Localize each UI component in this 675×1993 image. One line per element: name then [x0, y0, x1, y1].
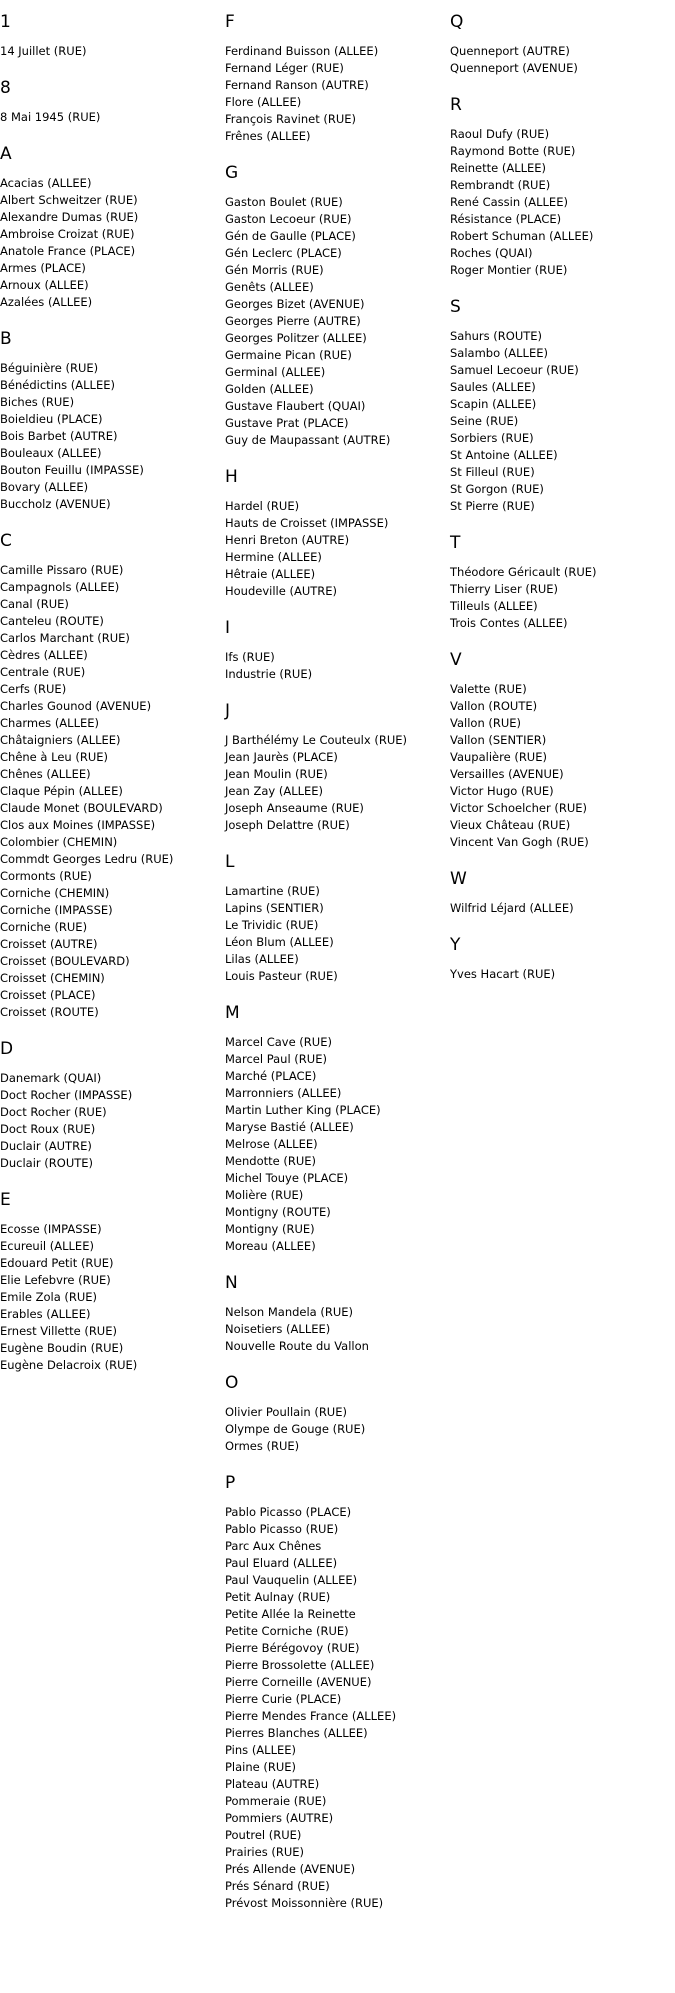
street-link[interactable]: Hermine (ALLEE)	[225, 550, 322, 564]
letter-heading: I	[225, 618, 231, 638]
street-link[interactable]: Vallon (ROUTE)	[450, 699, 538, 713]
letter-heading: A	[0, 144, 12, 164]
street-link[interactable]: Campagnols (ALLEE)	[0, 580, 120, 594]
street-link[interactable]: Ecureuil (ALLEE)	[0, 1239, 94, 1253]
street-link[interactable]: Camille Pissaro (RUE)	[0, 563, 124, 577]
street-link[interactable]: Thierry Liser (RUE)	[450, 582, 558, 596]
letter-section	[0, 144, 222, 311]
letter-heading: G	[225, 163, 239, 183]
street-link[interactable]: Olivier Poullain (RUE)	[225, 1405, 347, 1419]
street-list	[0, 1070, 222, 1172]
letter-section	[0, 12, 222, 60]
street-list	[225, 1504, 447, 1912]
street-link[interactable]: Plateau (AUTRE)	[225, 1777, 320, 1791]
street-link[interactable]: Armes (PLACE)	[0, 261, 86, 275]
letter-section	[450, 95, 672, 279]
street-link[interactable]: Victor Schoelcher (RUE)	[450, 801, 587, 815]
street-link[interactable]: Duclair (AUTRE)	[0, 1139, 92, 1153]
street-link[interactable]: Roger Montier (RUE)	[450, 263, 568, 277]
letter-section	[225, 852, 447, 985]
street-link[interactable]: Pierre Mendes France (ALLEE)	[225, 1709, 397, 1723]
street-link[interactable]: Petite Corniche (RUE)	[225, 1624, 349, 1638]
street-link[interactable]: Pablo Picasso (RUE)	[225, 1522, 339, 1536]
street-link[interactable]: Canteleu (ROUTE)	[0, 614, 104, 628]
street-link[interactable]: Buccholz (AVENUE)	[0, 497, 111, 511]
street-link[interactable]: Châtaigniers (ALLEE)	[0, 733, 121, 747]
street-list	[0, 175, 222, 311]
street-list	[225, 498, 447, 600]
letter-heading: R	[450, 95, 462, 115]
street-link[interactable]: Gustave Flaubert (QUAI)	[225, 399, 366, 413]
street-link[interactable]: Marronniers (ALLEE)	[225, 1086, 342, 1100]
street-link[interactable]: Gaston Boulet (RUE)	[225, 195, 343, 209]
index-column-2	[225, 12, 447, 1930]
letter-section	[225, 12, 447, 145]
letter-section	[225, 1373, 447, 1455]
street-list	[450, 564, 672, 632]
letter-section	[225, 701, 447, 834]
street-link[interactable]: Cerfs (RUE)	[0, 682, 67, 696]
street-link[interactable]: Alexandre Dumas (RUE)	[0, 210, 139, 224]
street-link[interactable]: Bovary (ALLEE)	[0, 480, 89, 494]
street-link[interactable]: Parc Aux Chênes	[225, 1539, 322, 1553]
street-link[interactable]: Canal (RUE)	[0, 597, 69, 611]
street-link[interactable]: Doct Rocher (RUE)	[0, 1105, 107, 1119]
street-link[interactable]: Pommiers (AUTRE)	[225, 1811, 334, 1825]
street-link[interactable]: Elie Lefebvre (RUE)	[0, 1273, 111, 1287]
letter-heading: J	[225, 701, 231, 721]
street-link[interactable]: Montigny (ROUTE)	[225, 1205, 331, 1219]
letter-heading: F	[225, 12, 235, 32]
street-link[interactable]: Jean Jaurès (PLACE)	[225, 750, 338, 764]
street-link[interactable]: Moreau (ALLEE)	[225, 1239, 316, 1253]
street-link[interactable]: Bénédictins (ALLEE)	[0, 378, 115, 392]
street-link[interactable]: Germaine Pican (RUE)	[225, 348, 352, 362]
letter-section	[450, 12, 672, 77]
street-link[interactable]: Guy de Maupassant (AUTRE)	[225, 433, 391, 447]
street-link[interactable]: Erables (ALLEE)	[0, 1307, 91, 1321]
street-link[interactable]: Corniche (CHEMIN)	[0, 886, 110, 900]
street-link[interactable]: Prés Sénard (RUE)	[225, 1879, 330, 1893]
street-link[interactable]: Industrie (RUE)	[225, 667, 313, 681]
letter-heading: C	[0, 531, 12, 551]
street-link[interactable]: Charles Gounod (AVENUE)	[0, 699, 152, 713]
street-link[interactable]: St Filleul (RUE)	[450, 465, 535, 479]
letter-section	[225, 618, 447, 683]
street-link[interactable]: Melrose (ALLEE)	[225, 1137, 318, 1151]
letter-heading: T	[450, 533, 461, 553]
street-link[interactable]: Arnoux (ALLEE)	[0, 278, 89, 292]
letter-heading: D	[0, 1039, 14, 1059]
street-link[interactable]: Paul Vauquelin (ALLEE)	[225, 1573, 358, 1587]
street-link[interactable]: Edouard Petit (RUE)	[0, 1256, 114, 1270]
street-link[interactable]: St Pierre (RUE)	[450, 499, 535, 513]
street-link[interactable]: Albert Schweitzer (RUE)	[0, 193, 138, 207]
street-list	[225, 1304, 447, 1355]
street-link[interactable]: Claque Pépin (ALLEE)	[0, 784, 123, 798]
letter-section	[0, 1190, 222, 1374]
letter-heading: E	[0, 1190, 11, 1210]
street-link[interactable]: Quenneport (AUTRE)	[450, 44, 570, 58]
street-link[interactable]: Clos aux Moines (IMPASSE)	[0, 818, 156, 832]
street-link[interactable]: Biches (RUE)	[0, 395, 75, 409]
street-link[interactable]: Mendotte (RUE)	[225, 1154, 317, 1168]
street-link[interactable]: Croisset (PLACE)	[0, 988, 96, 1002]
street-link[interactable]: Noisetiers (ALLEE)	[225, 1322, 331, 1336]
street-link[interactable]: Maryse Bastié (ALLEE)	[225, 1120, 354, 1134]
street-list	[450, 900, 672, 917]
street-link[interactable]: Lamartine (RUE)	[225, 884, 320, 898]
street-link[interactable]: Salambo (ALLEE)	[450, 346, 548, 360]
letter-section	[450, 869, 672, 917]
street-link[interactable]: Théodore Géricault (RUE)	[450, 565, 597, 579]
letter-heading: V	[450, 650, 462, 670]
street-list	[450, 966, 672, 983]
street-link[interactable]: Ambroise Croizat (RUE)	[0, 227, 135, 241]
street-list	[225, 1034, 447, 1255]
letter-heading: L	[225, 852, 235, 872]
street-link[interactable]: Marché (PLACE)	[225, 1069, 317, 1083]
street-link[interactable]: Acacias (ALLEE)	[0, 176, 92, 190]
street-link[interactable]: J Barthélémy Le Couteulx (RUE)	[225, 733, 407, 747]
letter-heading: H	[225, 467, 238, 487]
street-link[interactable]: Cèdres (ALLEE)	[0, 648, 88, 662]
street-link[interactable]: Résistance (PLACE)	[450, 212, 562, 226]
letter-heading: W	[450, 869, 467, 889]
street-link[interactable]: Pierre Brossolette (ALLEE)	[225, 1658, 375, 1672]
street-link[interactable]: Pablo Picasso (PLACE)	[225, 1505, 352, 1519]
street-link[interactable]: Doct Rocher (IMPASSE)	[0, 1088, 133, 1102]
street-link[interactable]: Croisset (CHEMIN)	[0, 971, 105, 985]
street-list	[225, 732, 447, 834]
street-link[interactable]: Colombier (CHEMIN)	[0, 835, 118, 849]
street-link[interactable]: Sahurs (ROUTE)	[450, 329, 543, 343]
street-link[interactable]: Corniche (RUE)	[0, 920, 88, 934]
letter-section	[225, 467, 447, 600]
street-link[interactable]: Rembrandt (RUE)	[450, 178, 551, 192]
street-link[interactable]: Emile Zola (RUE)	[0, 1290, 98, 1304]
street-link[interactable]: Doct Roux (RUE)	[0, 1122, 96, 1136]
letter-section	[450, 935, 672, 983]
street-link[interactable]: Vincent Van Gogh (RUE)	[450, 835, 589, 849]
street-link[interactable]: Lilas (ALLEE)	[225, 952, 299, 966]
street-link[interactable]: Bouleaux (ALLEE)	[0, 446, 102, 460]
letter-heading: 1	[0, 12, 11, 32]
street-link[interactable]: Chênes (ALLEE)	[0, 767, 91, 781]
street-link[interactable]: Marcel Paul (RUE)	[225, 1052, 327, 1066]
letter-section	[450, 650, 672, 851]
street-link[interactable]: Golden (ALLEE)	[225, 382, 314, 396]
street-link[interactable]: Eugène Delacroix (RUE)	[0, 1358, 138, 1372]
street-list	[225, 1404, 447, 1455]
street-link[interactable]: Trois Contes (ALLEE)	[450, 616, 568, 630]
street-link[interactable]: Pins (ALLEE)	[225, 1743, 296, 1757]
street-link[interactable]: Anatole France (PLACE)	[0, 244, 136, 258]
street-link[interactable]: Poutrel (RUE)	[225, 1828, 302, 1842]
street-link[interactable]: Louis Pasteur (RUE)	[225, 969, 338, 983]
street-link[interactable]: Gén de Gaulle (PLACE)	[225, 229, 356, 243]
street-link[interactable]: Joseph Anseaume (RUE)	[225, 801, 364, 815]
letter-section	[450, 297, 672, 515]
street-link[interactable]: Raoul Dufy (RUE)	[450, 127, 550, 141]
street-link[interactable]: Joseph Delattre (RUE)	[225, 818, 350, 832]
letter-heading: Q	[450, 12, 464, 32]
street-list	[225, 883, 447, 985]
street-link[interactable]: Nouvelle Route du Vallon	[225, 1339, 369, 1353]
street-link[interactable]: Croisset (AUTRE)	[0, 937, 98, 951]
street-link[interactable]: Prévost Moissonnière (RUE)	[225, 1896, 384, 1910]
street-link[interactable]: Molière (RUE)	[225, 1188, 304, 1202]
street-link[interactable]: Vaupalière (RUE)	[450, 750, 547, 764]
street-link[interactable]: Robert Schuman (ALLEE)	[450, 229, 594, 243]
street-link[interactable]: Sorbiers (RUE)	[450, 431, 534, 445]
street-link[interactable]: Prés Allende (AVENUE)	[225, 1862, 356, 1876]
street-link[interactable]: Boieldieu (PLACE)	[0, 412, 103, 426]
street-link[interactable]: Corniche (IMPASSE)	[0, 903, 113, 917]
street-link[interactable]: Germinal (ALLEE)	[225, 365, 326, 379]
street-link[interactable]: Roches (QUAI)	[450, 246, 533, 260]
street-link[interactable]: Tilleuls (ALLEE)	[450, 599, 538, 613]
street-link[interactable]: Flore (ALLEE)	[225, 95, 302, 109]
street-link[interactable]: 8 Mai 1945 (RUE)	[0, 110, 101, 124]
street-list	[225, 43, 447, 145]
letter-section	[225, 1273, 447, 1355]
letter-section	[0, 1039, 222, 1172]
street-list	[225, 649, 447, 683]
street-link[interactable]: Jean Zay (ALLEE)	[225, 784, 324, 798]
street-link[interactable]: Pierre Curie (PLACE)	[225, 1692, 342, 1706]
letter-heading: O	[225, 1373, 239, 1393]
street-link[interactable]: Samuel Lecoeur (RUE)	[450, 363, 579, 377]
street-link[interactable]: Croisset (ROUTE)	[0, 1005, 99, 1019]
street-link[interactable]: Ferdinand Buisson (ALLEE)	[225, 44, 379, 58]
street-link[interactable]: Valette (RUE)	[450, 682, 527, 696]
street-list	[0, 1221, 222, 1374]
street-link[interactable]: Pierre Bérégovoy (RUE)	[225, 1641, 360, 1655]
street-link[interactable]: Victor Hugo (RUE)	[450, 784, 554, 798]
street-list	[450, 681, 672, 851]
street-link[interactable]: Danemark (QUAI)	[0, 1071, 102, 1085]
street-link[interactable]: Hêtraie (ALLEE)	[225, 567, 316, 581]
street-link[interactable]: Lapins (SENTIER)	[225, 901, 324, 915]
street-link[interactable]: Béguinière (RUE)	[0, 361, 99, 375]
street-link[interactable]: Charmes (ALLEE)	[0, 716, 100, 730]
street-list	[450, 43, 672, 77]
street-link[interactable]: Paul Eluard (ALLEE)	[225, 1556, 338, 1570]
street-link[interactable]: René Cassin (ALLEE)	[450, 195, 568, 209]
street-link[interactable]: Henri Breton (AUTRE)	[225, 533, 350, 547]
street-link[interactable]: Georges Pierre (AUTRE)	[225, 314, 361, 328]
street-link[interactable]: Petite Allée la Reinette	[225, 1607, 356, 1621]
street-link[interactable]: Le Trividic (RUE)	[225, 918, 319, 932]
street-list	[0, 109, 222, 126]
letter-heading: 8	[0, 78, 11, 98]
street-link[interactable]: Ifs (RUE)	[225, 650, 275, 664]
street-link[interactable]: Gaston Lecoeur (RUE)	[225, 212, 352, 226]
street-link[interactable]: Ecosse (IMPASSE)	[0, 1222, 102, 1236]
street-link[interactable]: Olympe de Gouge (RUE)	[225, 1422, 366, 1436]
street-link[interactable]: Ormes (RUE)	[225, 1439, 300, 1453]
street-link[interactable]: Claude Monet (BOULEVARD)	[0, 801, 163, 815]
street-link[interactable]: Nelson Mandela (RUE)	[225, 1305, 354, 1319]
street-link[interactable]: Prairies (RUE)	[225, 1845, 304, 1859]
street-link[interactable]: Vallon (SENTIER)	[450, 733, 547, 747]
letter-section	[0, 78, 222, 126]
street-link[interactable]: Gén Morris (RUE)	[225, 263, 324, 277]
street-link[interactable]: Montigny (RUE)	[225, 1222, 315, 1236]
letter-heading: S	[450, 297, 461, 317]
street-link[interactable]: Wilfrid Léjard (ALLEE)	[450, 901, 574, 915]
street-link[interactable]: Azalées (ALLEE)	[0, 295, 93, 309]
letter-section	[0, 329, 222, 513]
street-link[interactable]: Scapin (ALLEE)	[450, 397, 537, 411]
street-link[interactable]: Gustave Prat (PLACE)	[225, 416, 349, 430]
street-link[interactable]: Seine (RUE)	[450, 414, 519, 428]
street-list	[0, 360, 222, 513]
letter-section	[450, 533, 672, 632]
street-link[interactable]: Centrale (RUE)	[0, 665, 86, 679]
index-column-1	[0, 12, 222, 1392]
street-list	[0, 562, 222, 1021]
street-link[interactable]: Cormonts (RUE)	[0, 869, 92, 883]
letter-section	[225, 163, 447, 449]
street-link[interactable]: Pierres Blanches (ALLEE)	[225, 1726, 368, 1740]
street-link[interactable]: Fernand Léger (RUE)	[225, 61, 344, 75]
street-link[interactable]: Commdt Georges Ledru (RUE)	[0, 852, 174, 866]
street-link[interactable]: St Gorgon (RUE)	[450, 482, 544, 496]
street-link[interactable]: Versailles (AVENUE)	[450, 767, 564, 781]
street-link[interactable]: François Ravinet (RUE)	[225, 112, 357, 126]
street-link[interactable]: Reinette (ALLEE)	[450, 161, 547, 175]
street-link[interactable]: Ernest Villette (RUE)	[0, 1324, 117, 1338]
letter-heading: M	[225, 1003, 240, 1023]
street-link[interactable]: Gén Leclerc (PLACE)	[225, 246, 342, 260]
letter-heading: N	[225, 1273, 238, 1293]
street-link[interactable]: Martin Luther King (PLACE)	[225, 1103, 381, 1117]
street-link[interactable]: Marcel Cave (RUE)	[225, 1035, 332, 1049]
street-link[interactable]: Petit Aulnay (RUE)	[225, 1590, 331, 1604]
letter-heading: P	[225, 1473, 236, 1493]
street-link[interactable]: Fernand Ranson (AUTRE)	[225, 78, 369, 92]
street-link[interactable]: Hardel (RUE)	[225, 499, 300, 513]
letter-section	[225, 1473, 447, 1912]
street-list	[0, 43, 222, 60]
street-link[interactable]: Croisset (BOULEVARD)	[0, 954, 130, 968]
street-link[interactable]: Bouton Feuillu (IMPASSE)	[0, 463, 144, 477]
street-link[interactable]: Eugène Boudin (RUE)	[0, 1341, 124, 1355]
street-link[interactable]: Plaine (RUE)	[225, 1760, 297, 1774]
street-link[interactable]: Vieux Château (RUE)	[450, 818, 571, 832]
letter-section	[225, 1003, 447, 1255]
street-link[interactable]: Genêts (ALLEE)	[225, 280, 314, 294]
street-link[interactable]: Frênes (ALLEE)	[225, 129, 311, 143]
street-link[interactable]: Chêne à Leu (RUE)	[0, 750, 108, 764]
street-link[interactable]: Michel Touye (PLACE)	[225, 1171, 349, 1185]
street-link[interactable]: Yves Hacart (RUE)	[450, 967, 556, 981]
street-link[interactable]: Saules (ALLEE)	[450, 380, 536, 394]
street-link[interactable]: Hauts de Croisset (IMPASSE)	[225, 516, 389, 530]
street-list	[450, 126, 672, 279]
street-link[interactable]: Raymond Botte (RUE)	[450, 144, 576, 158]
street-link[interactable]: Carlos Marchant (RUE)	[0, 631, 130, 645]
street-link[interactable]: Quenneport (AVENUE)	[450, 61, 578, 75]
street-link[interactable]: 14 Juillet (RUE)	[0, 44, 87, 58]
street-link[interactable]: Houdeville (AUTRE)	[225, 584, 338, 598]
street-link[interactable]: Jean Moulin (RUE)	[225, 767, 328, 781]
letter-heading: B	[0, 329, 12, 349]
street-link[interactable]: Vallon (RUE)	[450, 716, 522, 730]
street-link[interactable]: Georges Bizet (AVENUE)	[225, 297, 365, 311]
letter-heading: Y	[450, 935, 461, 955]
letter-section	[0, 531, 222, 1021]
street-link[interactable]: Pommeraie (RUE)	[225, 1794, 327, 1808]
street-link[interactable]: Georges Politzer (ALLEE)	[225, 331, 367, 345]
street-link[interactable]: Bois Barbet (AUTRE)	[0, 429, 118, 443]
street-link[interactable]: Pierre Corneille (AVENUE)	[225, 1675, 372, 1689]
street-link[interactable]: Duclair (ROUTE)	[0, 1156, 94, 1170]
street-list	[450, 328, 672, 515]
street-link[interactable]: St Antoine (ALLEE)	[450, 448, 558, 462]
street-list	[225, 194, 447, 449]
index-column-3	[450, 12, 672, 1001]
street-link[interactable]: Léon Blum (ALLEE)	[225, 935, 334, 949]
